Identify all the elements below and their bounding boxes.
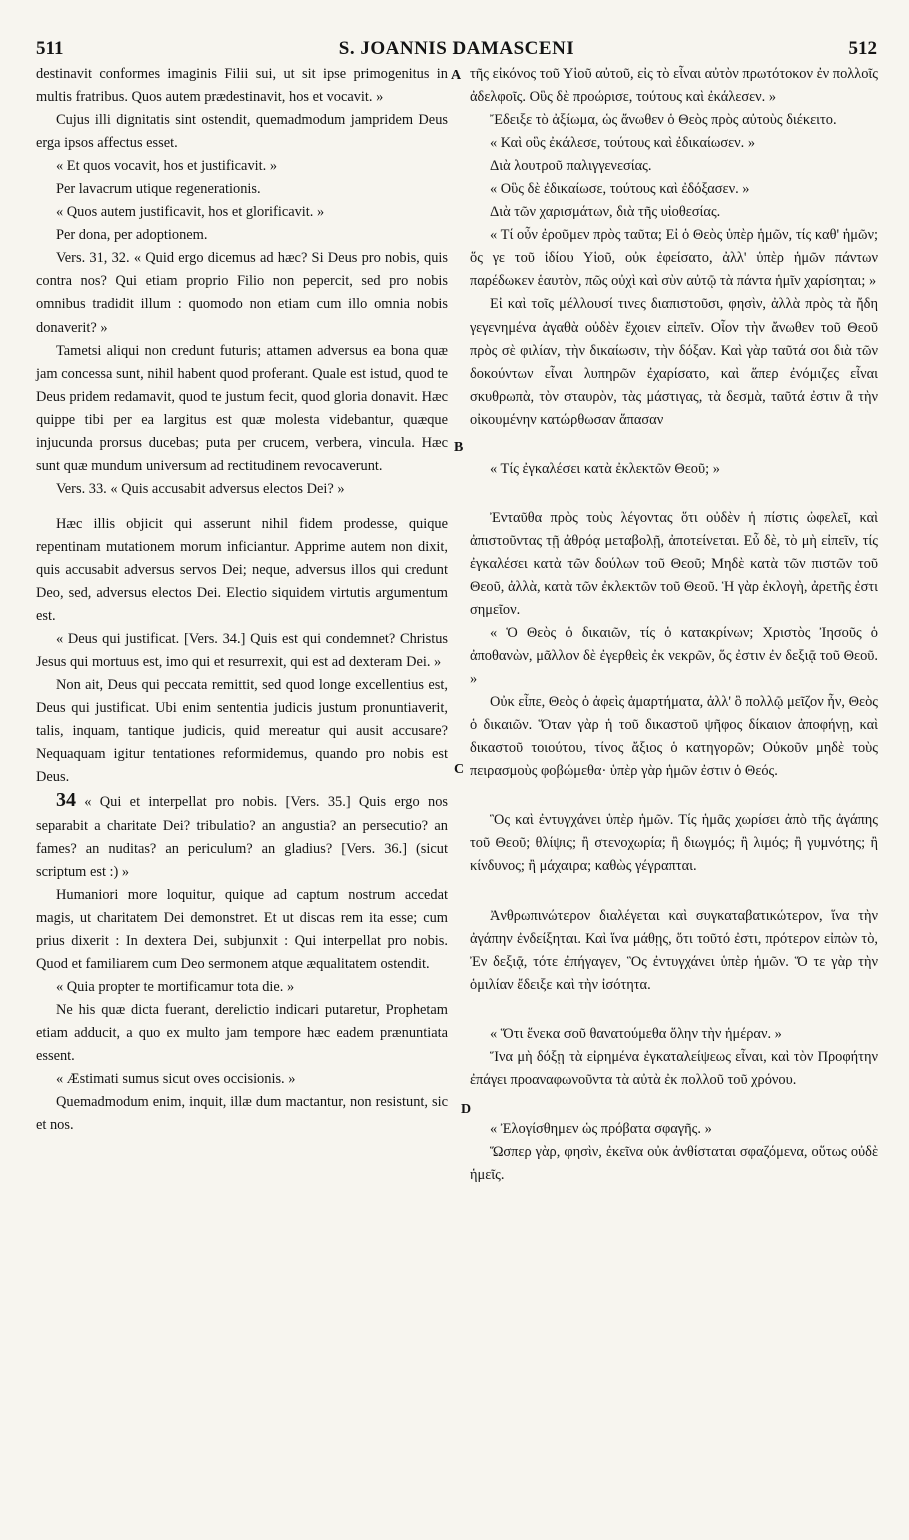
greek-paragraph: « Ἐλογίσθημεν ὡς πρόβατα σφαγῆς. » [490, 1120, 712, 1137]
greek-paragraph: Ἐνταῦθα πρὸς τοὺς λέγοντας ὅτι οὐδὲν ἡ πίστις ὠφελεῖ, καὶ ἀπιστοῦντας τῇ ἀθρόᾳ μεταβολῇ, ἀποτείνεται. Εὖ δὲ, τὸ μὴ εἰπεῖν, τίς ἐγκαλέσει κατὰ τῶν δούλων τοῦ Θεοῦ; Μηδὲ κατὰ τῶν πιστῶν τοῦ Θεοῦ, ἀλλὰ, κατὰ τῶν ἐκλεκτῶν τοῦ Θεοῦ. Ἡ γὰρ ἐκλογὴ, ἀρετῆς ἐστι σημεῖον. [470, 509, 878, 618]
greek-paragraph: Διὰ λουτροῦ παλιγγενεσίας. [490, 158, 652, 175]
greek-paragraph: Εἰ καὶ τοῖς μέλλουσί τινες διαπιστοῦσι, φησὶν, ἀλλὰ πρὸς τὰ ἤδη γεγενημένα ἀγαθὰ οὐδὲν ἔχοιεν εἰπεῖν. Οἷον τὴν ἄνωθεν τοῦ Θεοῦ πρὸς σὲ φιλίαν, τὴν δικαίωσιν, τὴν δόξαν. Καὶ γὰρ ταῦτά σοι διὰ τῶν δοκούντων εἶναι λυπηρῶν ἐχαρίσατο, καὶ ἅπερ ἐνόμιζες εἶναι σκυθρωπὰ, τὸν σταυρὸν, τὰς μάστιγας, τὰ δεσμὰ, ταῦτά ἐστιν ἃ τὴν οἰκουμένην κατώρθωσαν ἅπασαν [470, 296, 878, 428]
latin-paragraph: Vers. 31, 32. « Quid ergo dicemus ad hæc? Si Deus pro nobis, quis contra nos? Qui etiam proprio Filio non pepercit, sed pro nobis omnibus tradidit illum : quomodo non etiam cum illo omnia nobis donaverit? » [36, 250, 448, 336]
greek-paragraph: « Καὶ οὓς ἐκάλεσε, τούτους καὶ ἐδικαίωσεν. » [490, 135, 756, 152]
greek-paragraph: Ὥσπερ γὰρ, φησὶν, ἐκεῖνα οὐκ ἀνθίσταται σφαζόμενα, οὕτως οὐδὲ ἡμεῖς. [470, 1143, 878, 1183]
page-number-right: 512 [848, 38, 877, 59]
latin-paragraph: Per dona, per adoptionem. [56, 227, 208, 244]
latin-paragraph: « Et quos vocavit, hos et justificavit. » [56, 158, 278, 175]
latin-paragraph: Tametsi aliqui non credunt futuris; attamen adversus ea bona quæ jam concessa sunt, nihil habent quod proferant. Quale est istud, quod te Deus pridem redamavit, quod te justum fecit, quod gloria donavit. Hæc quippe tibi per ea largitus est quæ molesta videbantur, quæque injucunda prorsus ducebas; puta per crucem, verbera, vincula. Hæc sunt quæ mundum universum ad rectitudinem revocaverunt. [36, 342, 448, 474]
greek-paragraph: « Ὁ Θεὸς ὁ δικαιῶν, τίς ὁ κατακρίνων; Χριστὸς Ἰησοῦς ὁ ἀποθανὼν, μᾶλλον δὲ ἐγερθεὶς ἐκ νεκρῶν, ὅς ἐστιν ἐν δεξιᾷ τοῦ Θεοῦ. » [470, 625, 878, 688]
margin-marker-b: B [454, 440, 464, 455]
latin-paragraph: Humaniori more loquitur, quique ad captum nostrum accedat magis, ut charitatem Dei demonstret. Et ut discas rem ita esse; cum prius dixerit : In dextera Dei, subjunxit : Qui interpellat pro nobis. Quod et familiarem cum Deo sermonem atque æqualitatem ostendit. [36, 886, 448, 972]
greek-paragraph: Διὰ τῶν χαρισμάτων, διὰ τῆς υἱοθεσίας. [490, 204, 721, 221]
greek-paragraph: τῆς εἰκόνος τοῦ Υἱοῦ αὐτοῦ, εἰς τὸ εἶναι αὐτὸν πρωτότοκον ἐν πολλοῖς ἀδελφοῖς. Οὓς δὲ προώρισε, τούτους καὶ ἐκάλεσεν. » [470, 66, 878, 106]
latin-paragraph: « Æstimati sumus sicut oves occisionis. » [56, 1071, 296, 1088]
latin-paragraph-text: « Qui et interpellat pro nobis. [Vers. 35.] Quis ergo nos separabit a charitate Dei? tribulatio? an angustia? an persecutio? an fames? an nuditas? an periculum? an gladius? [Vers. 36.] (sicut scriptum est :) » [36, 794, 448, 880]
latin-column [36, 63, 448, 1137]
latin-paragraph: Hæc illis objicit qui asserunt nihil fidem prodesse, quique repentinam mutationem morum inficiantur. Apprime autem non dixit, quis accusabit adversus servos Dei; neque, adversus illos qui credunt Deo, sed, adversus electos Dei. Electio siquidem virtutis argumentum est. [36, 515, 448, 625]
greek-paragraph: Οὐκ εἶπε, Θεὸς ὁ ἀφεὶς ἁμαρτήματα, ἀλλ' ὃ πολλῷ μεῖζον ἦν, Θεὸς ὁ δικαιῶν. Ὅταν γὰρ ἡ τοῦ δικαστοῦ ψῆφος δίκαιον ἀποφήνῃ, καὶ δικαστοῦ τοιούτου, τίνος ἄξιος ὁ κατηγορῶν; Οὐκοῦν μηδὲ τοὺς πειρασμοὺς φοβώμεθα· ὑπὲρ γὰρ ἡμῶν ἐστιν ὁ Θεός. [470, 694, 878, 780]
running-title: S. JOANNIS DAMASCENI [338, 38, 575, 59]
margin-marker-d: D [461, 1102, 472, 1117]
greek-column [470, 63, 878, 1187]
greek-paragraph: Ὃς καὶ ἐντυγχάνει ὑπὲρ ἡμῶν. Τίς ἡμᾶς χωρίσει ἀπὸ τῆς ἀγάπης τοῦ Θεοῦ; θλίψις; ἢ στενοχωρία; ἢ διωγμός; ἢ λιμός; ἢ γυμνότης; ἢ κίνδυνος; ἢ μάχαιρα; καθὼς γέγραπται. [470, 812, 878, 875]
greek-paragraph: « Οὓς δὲ ἐδικαίωσε, τούτους καὶ ἐδόξασεν. » [490, 181, 750, 198]
latin-paragraph: Per lavacrum utique regenerationis. [56, 181, 261, 198]
latin-paragraph: Cujus illi dignitatis sint ostendit, quemadmodum jampridem Deus erga ipsos affectus esset. [36, 112, 448, 152]
latin-paragraph: Non ait, Deus qui peccata remittit, sed quod longe excellentius est, Deus qui justificat. Ubi enim sententia judicis justum pronuntiaverit, talis, inquam, tantique judicis, quid mereatur qui ausit accusare? Nequaquam igitur tentationes reformidemus, quando pro nobis est Deus. [36, 677, 448, 786]
greek-paragraph: Ἔδειξε τὸ ἀξίωμα, ὡς ἄνωθεν ὁ Θεὸς πρὸς αὐτοὺς διέκειτο. [490, 112, 837, 129]
latin-paragraph [36, 789, 448, 883]
latin-paragraph: « Quia propter te mortificamur tota die. » [56, 978, 295, 995]
greek-paragraph: « Τί οὖν ἐροῦμεν πρὸς ταῦτα; Εἰ ὁ Θεὸς ὑπὲρ ἡμῶν, τίς καθ' ἡμῶν; ὅς γε τοῦ ἰδίου Υἱοῦ, οὐκ ἐφείσατο, ἀλλ' ὑπὲρ ἡμῶν πάντων παρέδωκεν ἑαυτὸν, πῶς οὐχὶ καὶ σὺν αὐτῷ τὰ πάντα ἡμῖν χαρίσηται; » [470, 227, 878, 290]
latin-paragraph: destinavit conformes imaginis Filii sui, ut sit ipse primogenitus in multis fratribus. Quos autem prædestinavit, hos et vocavit. » [36, 66, 448, 106]
latin-paragraph: Vers. 33. « Quis accusabit adversus electos Dei? » [56, 480, 345, 497]
greek-paragraph: Ἵνα μὴ δόξῃ τὰ εἰρημένα ἐγκαταλείψεως εἶναι, καὶ τὸν Προφήτην ἐπάγει προαναφωνοῦντα τὰ αὐτὰ ἐκ πολλοῦ τοῦ χρόνου. [470, 1048, 878, 1088]
latin-paragraph: « Quos autem justificavit, hos et glorificavit. » [56, 204, 325, 221]
latin-paragraph: Quemadmodum enim, inquit, illæ dum mactantur, non resistunt, sic et nos. [36, 1094, 448, 1134]
running-header [36, 38, 877, 66]
latin-paragraph: Ne his quæ dicta fuerant, derelictio indicari putaretur, Prophetam etiam adducit, a quo ex multo jam tempore hæc eadem prænuntiata essent. [36, 1001, 448, 1064]
latin-paragraph: « Deus qui justificat. [Vers. 34.] Quis est qui condemnet? Christus Jesus qui mortuus est, imo qui et resurrexit, qui est ad dexteram Dei. » [36, 631, 448, 671]
column-number: 34 [56, 789, 76, 812]
greek-paragraph: « Ὅτι ἕνεκα σοῦ θανατούμεθα ὅλην τὴν ἡμέραν. » [490, 1025, 782, 1042]
greek-paragraph: « Τίς ἐγκαλέσει κατὰ ἐκλεκτῶν Θεοῦ; » [490, 460, 720, 477]
margin-marker-c: C [454, 762, 465, 777]
page-number-left: 511 [36, 38, 64, 59]
greek-paragraph: Ἀνθρωπινώτερον διαλέγεται καὶ συγκαταβατικώτερον, ἵνα τὴν ἀγάπην ἐνδείξηται. Καὶ ἵνα μάθῃς, ὅτι τοῦτό ἐστι, πρότερον εἰπὼν τὸ, Ἐν δεξιᾷ, τότε ἐπήγαγεν, Ὃς ἐντυγχάνει ὑπὲρ ἡμῶν. Ὅ τε γὰρ τὴν ὁμιλίαν ἔδειξε καὶ τὴν ἰσότητα. [470, 907, 878, 993]
margin-marker-a: A [451, 68, 462, 83]
